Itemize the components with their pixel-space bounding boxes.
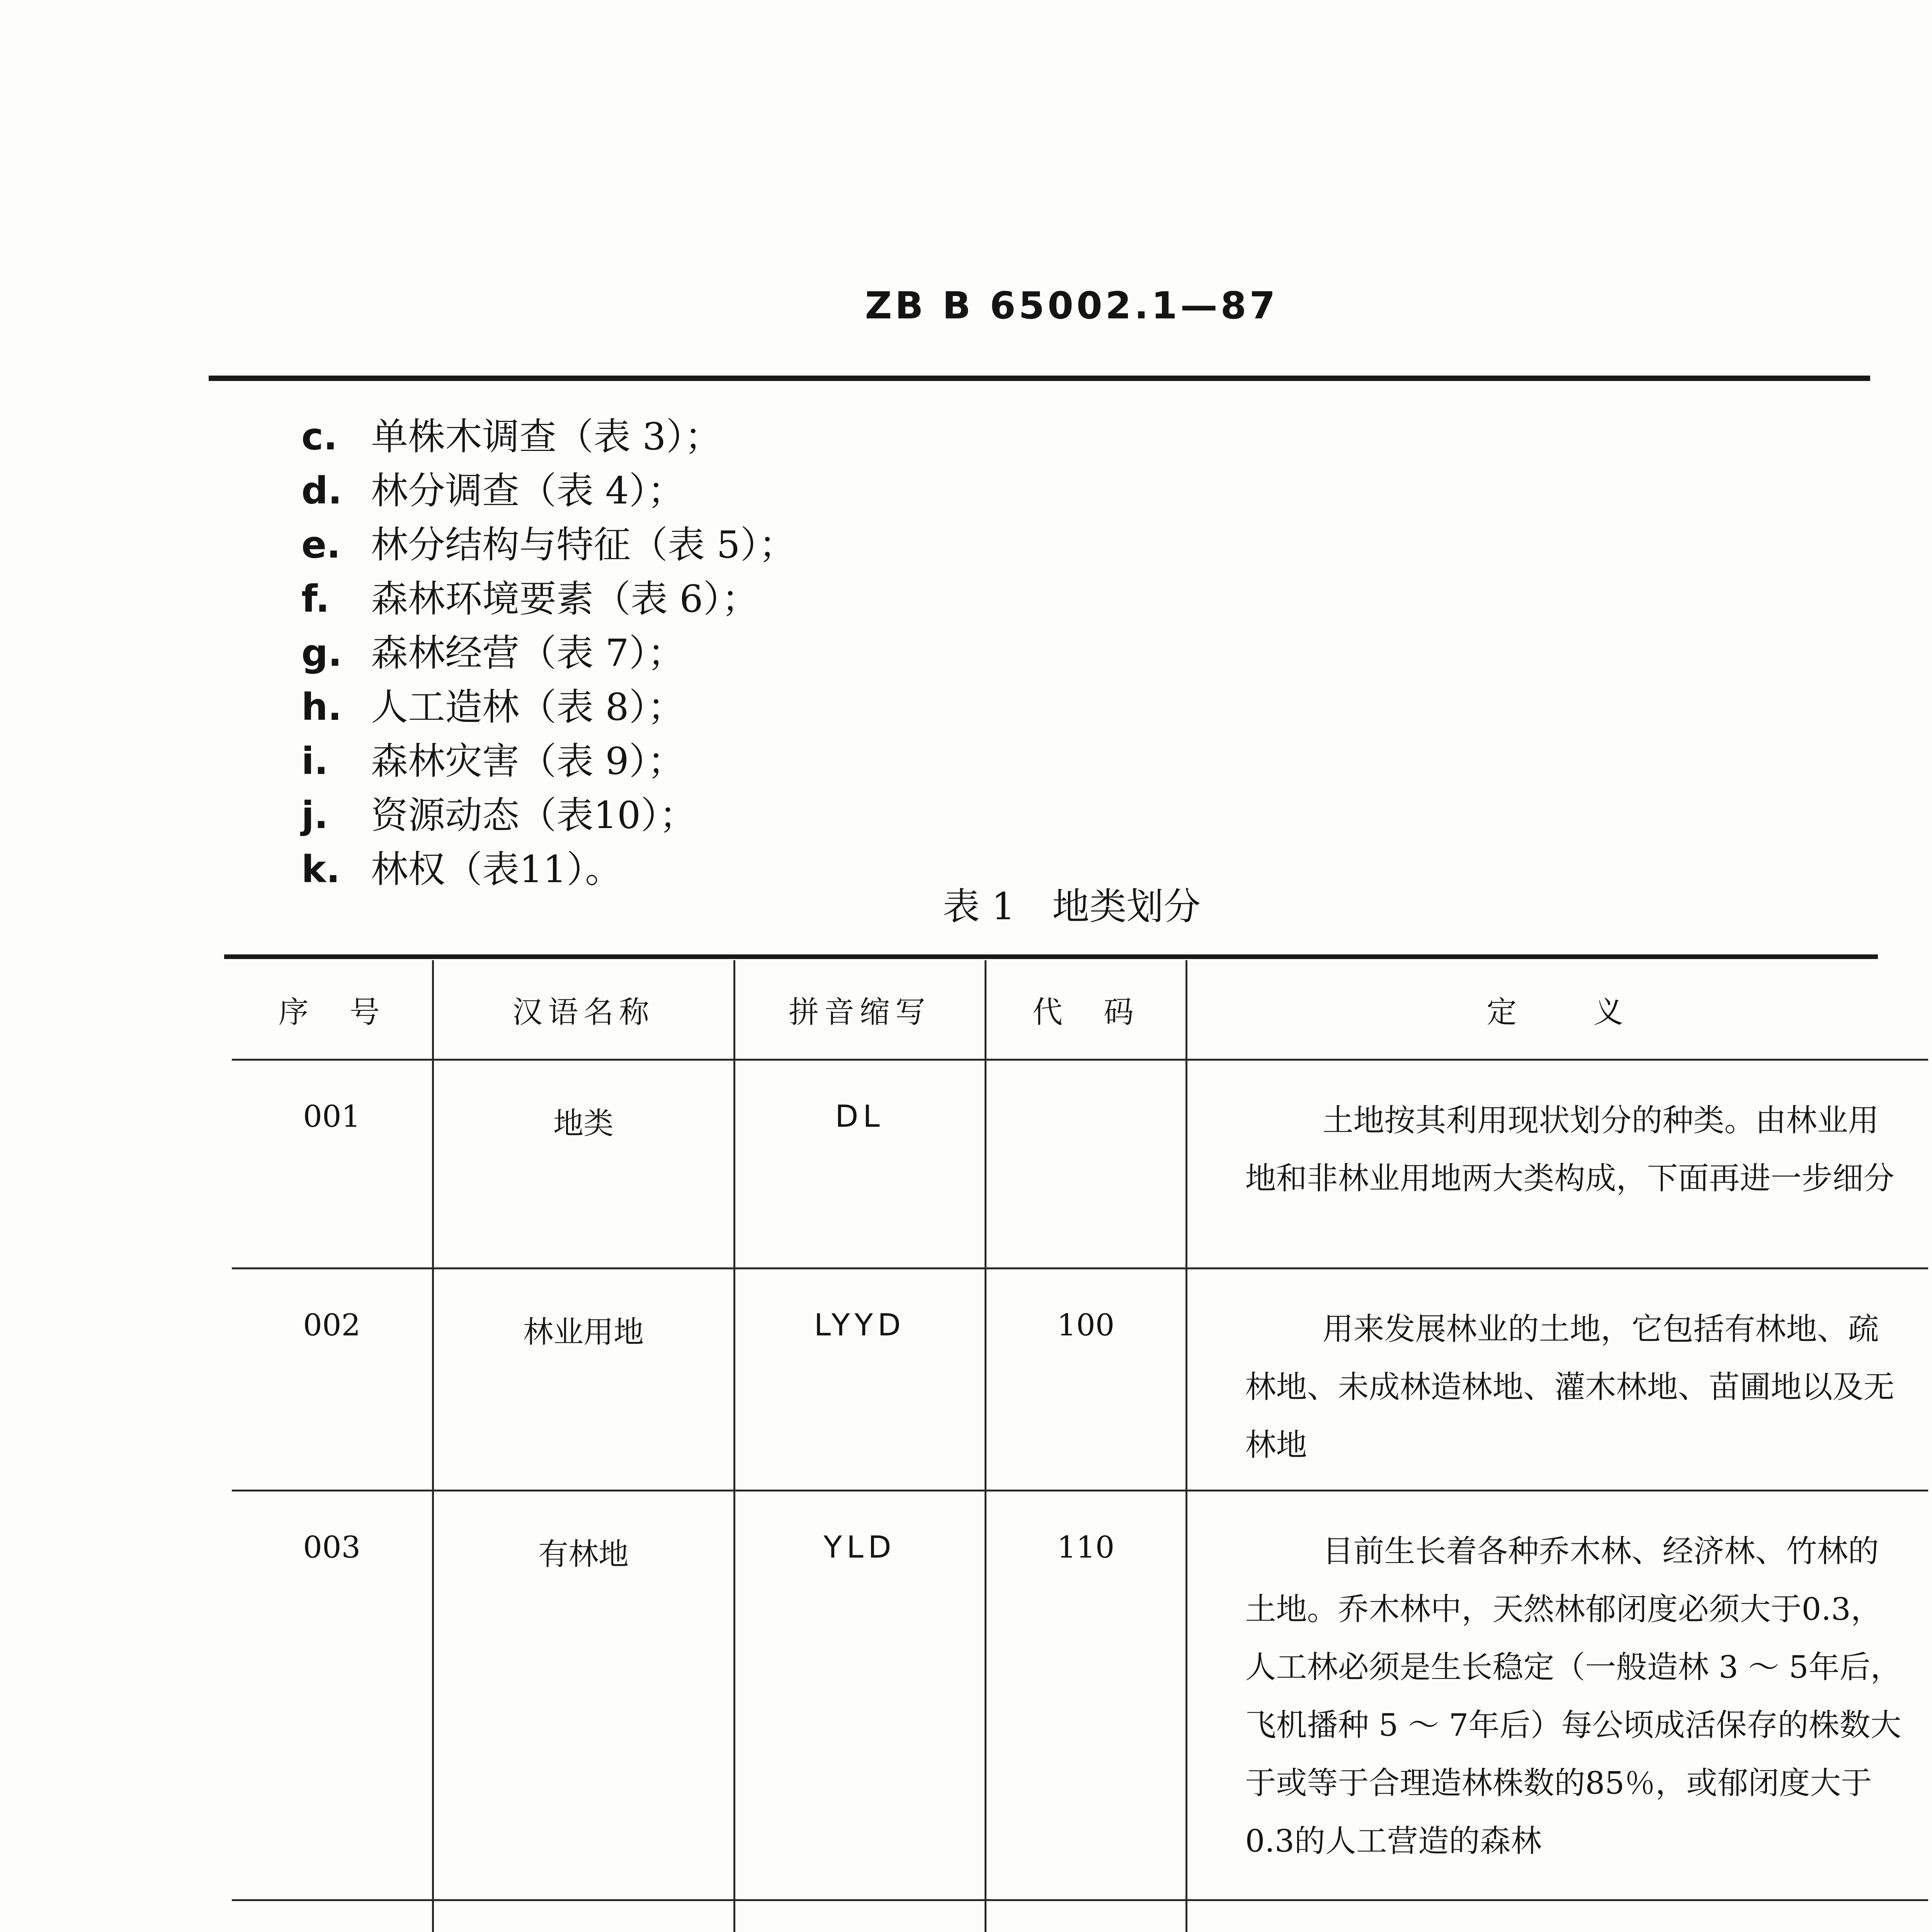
header-code: 代 码	[985, 960, 1186, 1060]
cell-name	[433, 1900, 734, 1932]
list-text: 林分结构与特征（表 5）；	[371, 523, 796, 566]
list-letter: g.	[301, 631, 342, 675]
list-letter: j.	[301, 794, 328, 837]
list-item	[301, 410, 796, 464]
list-item	[301, 626, 796, 680]
land-classification-table	[232, 960, 1928, 1932]
cell-name: 有林地	[433, 1491, 734, 1900]
definition-text: 土地按其利用现状划分的种类。由林业用地和非林业用地两大类构成，下面再进一步细分	[1245, 1102, 1895, 1196]
table-top-rule	[224, 954, 1878, 959]
cell-abbr: DL	[734, 1060, 985, 1269]
list-item	[301, 788, 796, 842]
cell-code	[985, 1060, 1186, 1269]
header-abbr: 拼音缩写	[734, 960, 985, 1060]
header-definition: 定 义	[1186, 960, 1928, 1060]
header-name: 汉语名称	[433, 960, 734, 1060]
standard-code-header: ZB B 65002.1—87	[865, 284, 1279, 327]
cell-seq: 002	[232, 1269, 433, 1491]
cell-seq: 003	[232, 1491, 433, 1900]
table-row	[232, 1491, 1928, 1900]
table-row	[232, 1269, 1928, 1491]
table-row	[232, 1060, 1928, 1269]
cell-seq: 001	[232, 1060, 433, 1269]
cell-name: 林业用地	[433, 1269, 734, 1491]
header-rule	[209, 376, 1870, 381]
cell-abbr: YLD	[734, 1491, 985, 1900]
cell-code: 100	[985, 1269, 1186, 1491]
definition-text: 目前生长着各种乔木林、经济林、竹林的土地。乔木林中，天然林郁闭度必须大于0.3，人工林必须是生长稳定（一般造林 3 ～ 5年后，飞机播种 5 ～ 7年后）每公顷成活保存的株数大于或等于合理造林株数的85％，或郁闭度大于0.3的人工营造的森林	[1245, 1533, 1901, 1859]
list-text: 单株木调查（表 3）；	[371, 415, 722, 458]
header-seq: 序 号	[232, 960, 433, 1060]
table-caption: 表 1 地类划分	[942, 885, 1201, 928]
cell-seq	[232, 1900, 433, 1932]
list-item	[301, 734, 796, 788]
list-letter: c.	[301, 415, 338, 458]
list-text: 人工造林（表 8）；	[371, 685, 685, 729]
cell-abbr: LYYD	[734, 1269, 985, 1491]
list-letter: i.	[301, 740, 328, 783]
list-letter: f.	[301, 577, 330, 621]
list-text: 林权（表11）。	[371, 848, 622, 891]
cell-definition	[1186, 1900, 1928, 1932]
list-letter: h.	[301, 685, 342, 729]
cell-code	[985, 1900, 1186, 1932]
table-row	[232, 1900, 1928, 1932]
list-letter: e.	[301, 523, 341, 566]
list-item	[301, 518, 796, 572]
cell-abbr	[734, 1900, 985, 1932]
list-text: 林分调查（表 4）；	[371, 469, 685, 512]
list-text: 森林灾害（表 9）；	[371, 740, 685, 783]
cell-code: 110	[985, 1491, 1186, 1900]
list-item	[301, 680, 796, 734]
list-text: 森林经营（表 7）；	[371, 631, 685, 675]
cell-definition	[1186, 1491, 1928, 1900]
list-letter: d.	[301, 469, 342, 512]
cell-definition	[1186, 1269, 1928, 1491]
list-item	[301, 464, 796, 518]
definition-text: 用来发展林业的土地，它包括有林地、疏林地、未成林造林地、灌木林地、苗圃地以及无林地	[1245, 1311, 1895, 1463]
table-header-row	[232, 960, 1928, 1060]
list-letter: k.	[301, 848, 340, 891]
item-list	[301, 410, 796, 896]
list-text: 资源动态（表10）；	[371, 794, 697, 837]
list-item	[301, 572, 796, 626]
cell-definition	[1186, 1060, 1928, 1269]
cell-name: 地类	[433, 1060, 734, 1269]
list-text: 森林环境要素（表 6）；	[371, 577, 759, 621]
